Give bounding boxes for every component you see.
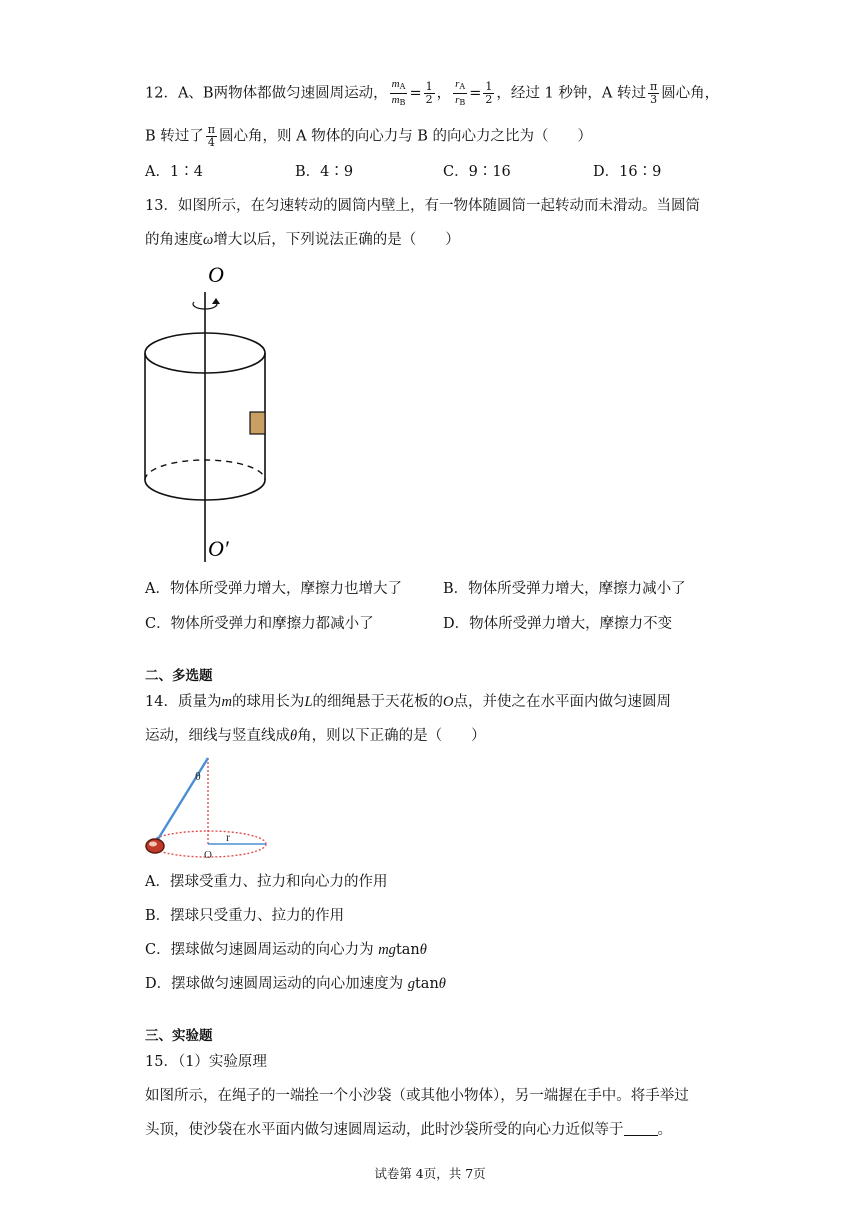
q14-line1: 14．质量为m的球用长为L的细绳悬于天花板的O点，并使之在水平面内做匀速圆周 xyxy=(145,694,671,710)
q14-option-d[interactable]: D．摆球做匀速圆周运动的向心加速度为 gtanθ xyxy=(145,976,446,992)
q12-option-d[interactable]: D．16∶9 xyxy=(593,164,662,180)
q13-line2: 的角速度ω增大以后，下列说法正确的是（ ） xyxy=(145,232,460,248)
pendulum-figure xyxy=(140,752,275,862)
angle-a: $\frac{\pi}{3}$ xyxy=(649,80,658,106)
q15-line2: 如图所示，在绳子的一端拴一个小沙袋（或其他小物体），另一端握在手中。将手举过 xyxy=(145,1088,689,1104)
q14-option-b[interactable]: B．摆球只受重力、拉力的作用 xyxy=(145,908,345,924)
radius-ratio: $\frac{r_A}{r_B}$ xyxy=(455,78,466,107)
q15-line1: 15．（1）实验原理 xyxy=(145,1054,267,1070)
q13-line1: 13．如图所示，在匀速转动的圆筒内壁上，有一物体随圆筒一起转动而未滑动。当圆筒 xyxy=(145,198,700,214)
q12-line2: B 转过了 $\frac{\pi}{4}$ 圆心角，则 A 物体的向心力与 B 的向心力之比为（ ） xyxy=(145,123,593,149)
section-heading-experiment: 三、实验题 xyxy=(145,1028,213,1044)
q14-option-c[interactable]: C．摆球做匀速圆周运动的向心力为 mgtanθ xyxy=(145,942,427,958)
radius-label: r xyxy=(226,830,230,844)
section-heading-multi: 二、多选题 xyxy=(145,668,213,684)
page-footer: 试卷第 4页，共 7页 xyxy=(374,1166,486,1181)
q13-option-d[interactable]: D．物体所受弹力增大，摩擦力不变 xyxy=(443,616,673,632)
center-label: O xyxy=(204,849,212,861)
theta-label: θ xyxy=(195,769,201,783)
mass-ratio: $\frac{m_A}{m_B}$ xyxy=(391,78,406,107)
q13-option-a[interactable]: A．物体所受弹力增大，摩擦力也增大了 xyxy=(145,581,402,597)
sliding-block xyxy=(250,412,265,434)
q12-number: 12． xyxy=(145,85,178,102)
answer-blank[interactable] xyxy=(624,1121,658,1136)
axis-label-top: O xyxy=(208,262,224,287)
q13-option-b[interactable]: B．物体所受弹力增大，摩擦力减小了 xyxy=(443,581,686,597)
q12-line1: 12．A、B两物体都做匀速圆周运动， $\frac{m_A}{m_B}$ = $\frac{1}{2}$ ， $\frac{r_A}{r_B}$ = $\frac{1}{2}$ ，经过 1 秒钟，A 转过 $\frac{\pi}{3}$ 圆心角， xyxy=(145,78,720,107)
q13-option-c[interactable]: C．物体所受弹力和摩擦力都减小了 xyxy=(145,616,374,632)
cylinder-figure xyxy=(140,262,280,572)
q12-option-b[interactable]: B．4∶9 xyxy=(295,164,354,180)
q14-option-a[interactable]: A．摆球受重力、拉力和向心力的作用 xyxy=(145,874,388,890)
angle-b: $\frac{\pi}{4}$ xyxy=(207,123,215,149)
q12-option-c[interactable]: C．9∶16 xyxy=(443,164,511,180)
q14-line2: 运动，细线与竖直线成θ角，则以下正确的是（ ） xyxy=(145,728,486,744)
q12-option-a[interactable]: A．1∶4 xyxy=(145,164,203,180)
axis-label-bottom: O′ xyxy=(208,536,229,561)
q15-line3: 头顶，使沙袋在水平面内做匀速圆周运动，此时沙袋所受的向心力近似等于 。 xyxy=(145,1122,672,1138)
